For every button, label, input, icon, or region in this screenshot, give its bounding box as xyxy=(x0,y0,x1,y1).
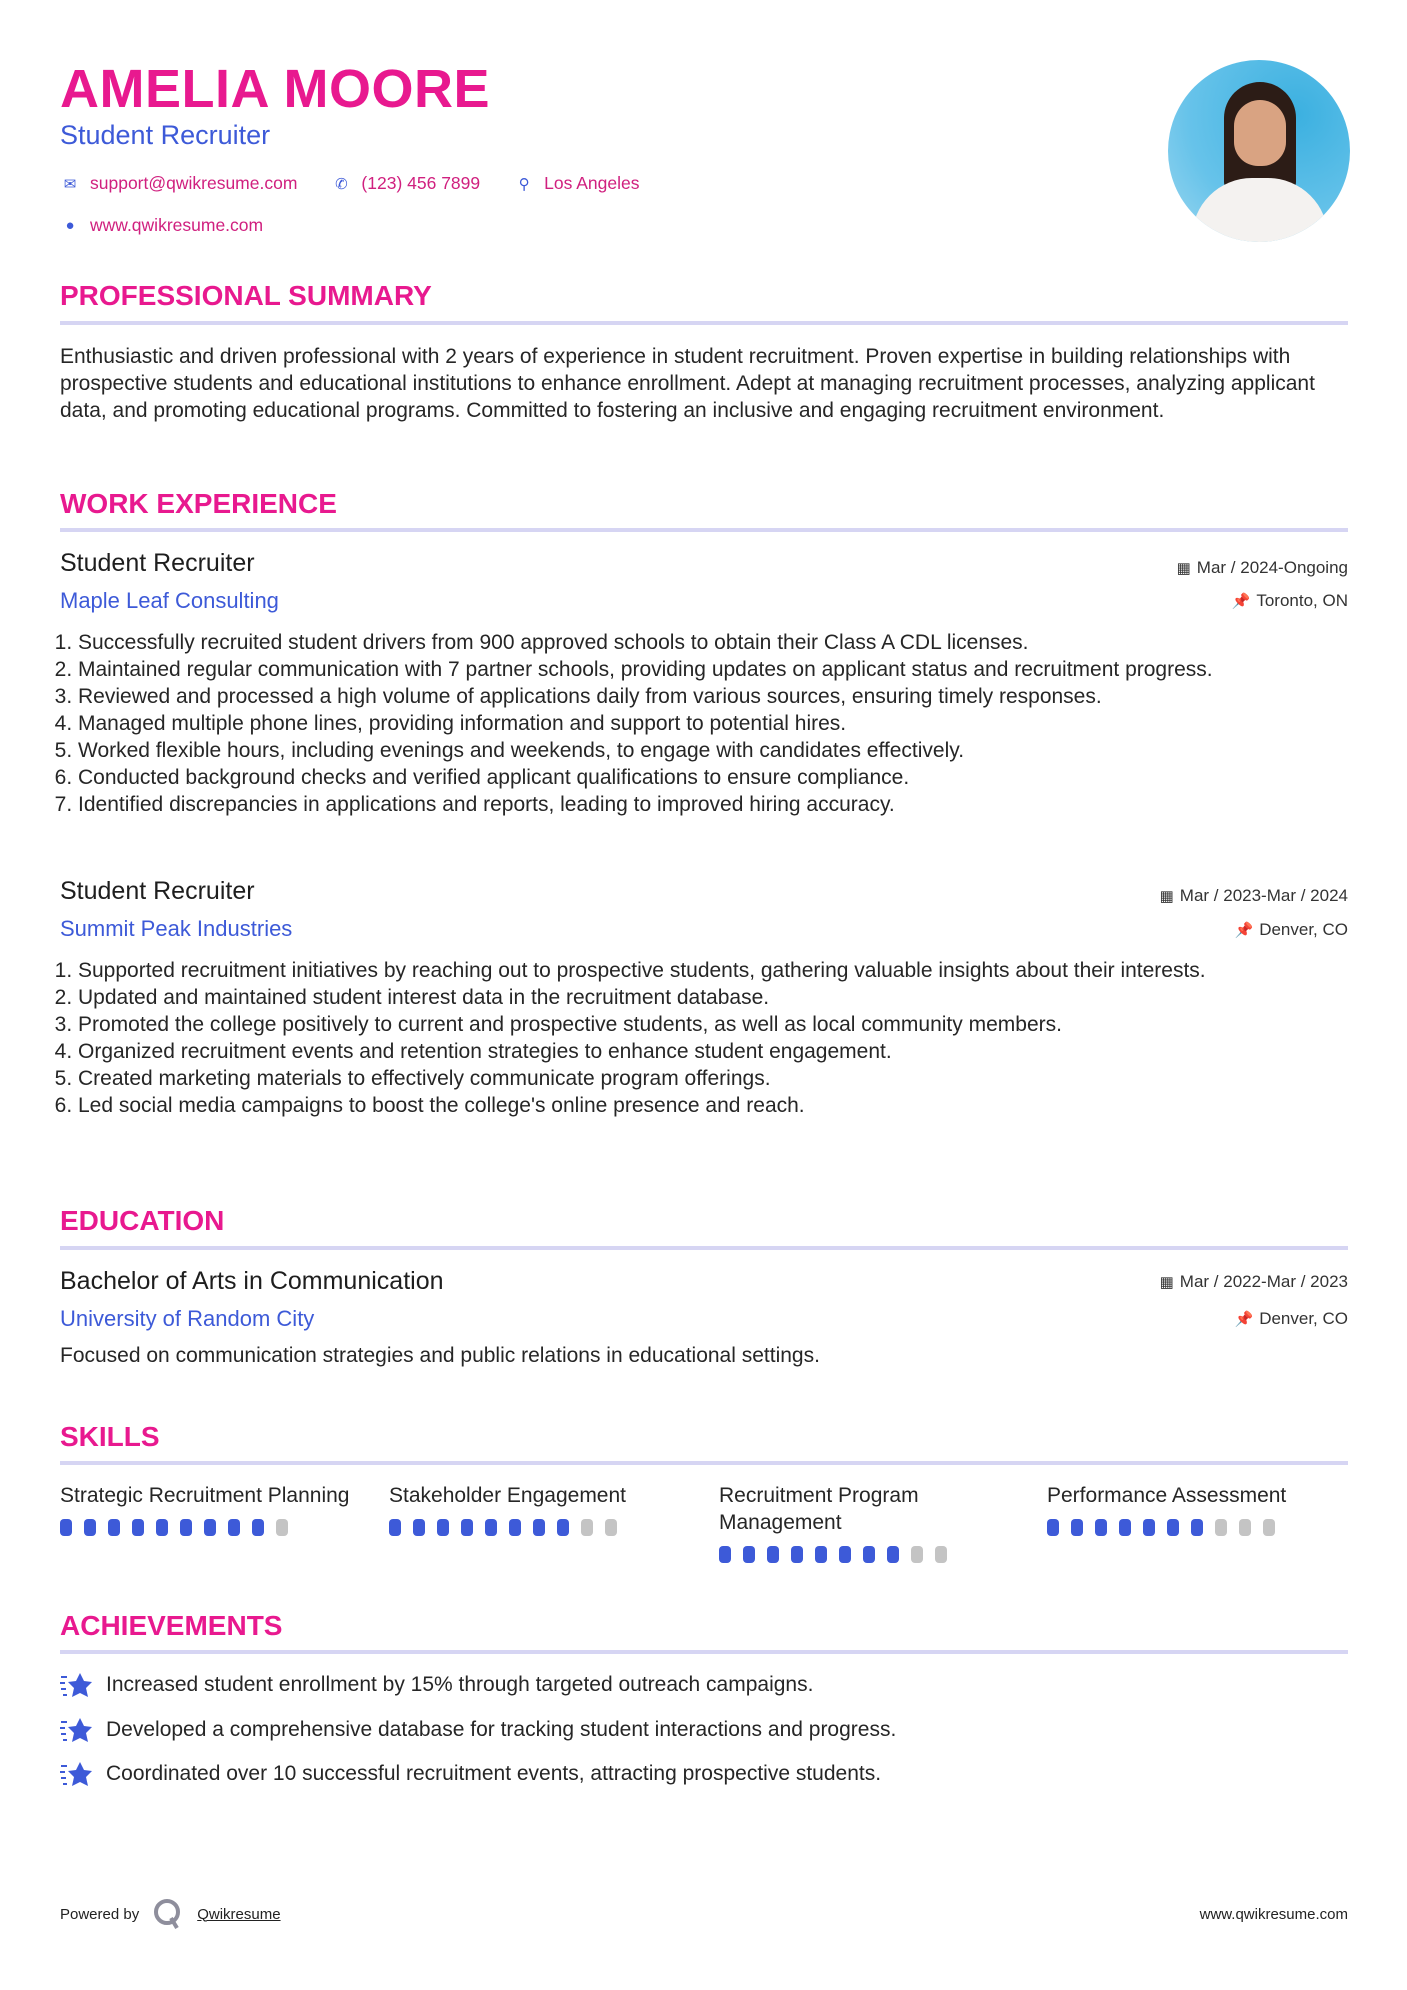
phone-text: (123) 456 7899 xyxy=(361,173,481,193)
globe-icon: ● xyxy=(65,217,75,234)
job-title: Student Recruiter xyxy=(60,877,255,905)
job-bullet: 1. Supported recruitment initiatives by reaching out to prospective students, gathering valuable insights about their interests. xyxy=(78,957,1348,984)
calendar-icon: ▦ xyxy=(1159,1274,1174,1291)
skill-name: Strategic Recruitment Planning xyxy=(60,1484,350,1507)
job-bullet: 6. Conducted background checks and verified applicant qualifications to ensure compliance. xyxy=(78,764,1348,791)
education-date-text: Mar / 2022-Mar / 2023 xyxy=(1179,1272,1348,1291)
skill-item xyxy=(719,1482,1019,1563)
skill-dot xyxy=(1191,1519,1203,1536)
skill-name: Performance Assessment xyxy=(1047,1484,1287,1507)
qwikresume-logo-icon xyxy=(153,1898,183,1930)
skill-dot xyxy=(791,1546,803,1563)
skill-dot xyxy=(605,1519,617,1536)
job-bullet: 3. Promoted the college positively to current and prospective students, as well as local community members. xyxy=(78,1011,1348,1038)
job-bullet: 1. Successfully recruited student drivers from 900 approved schools to obtain their Class A CDL licenses. xyxy=(78,629,1348,656)
education-description: Focused on communication strategies and public relations in educational settings. xyxy=(60,1344,820,1367)
job-date-text: Mar / 2023-Mar / 2024 xyxy=(1179,886,1348,905)
job-bullets xyxy=(60,629,1348,818)
job-title: Student Recruiter xyxy=(60,549,255,577)
skill-dot xyxy=(132,1519,144,1536)
job-location-text: Denver, CO xyxy=(1259,920,1348,939)
skill-dot xyxy=(581,1519,593,1536)
skill-dot xyxy=(935,1546,947,1563)
powered-by-label: Powered by xyxy=(60,1905,140,1923)
achievement-text: Coordinated over 10 successful recruitment events, attracting prospective students. xyxy=(106,1762,882,1785)
skill-dot xyxy=(887,1546,899,1563)
job-date-text: Mar / 2024-Ongoing xyxy=(1196,558,1348,577)
skill-dot xyxy=(743,1546,755,1563)
divider xyxy=(60,1246,1348,1250)
skill-dot xyxy=(911,1546,923,1563)
achievements-heading: ACHIEVEMENTS xyxy=(60,1610,283,1641)
job-bullet: 3. Reviewed and processed a high volume of applications daily from various sources, ensuring timely responses. xyxy=(78,683,1348,710)
skill-item xyxy=(389,1482,689,1536)
skill-dot xyxy=(557,1519,569,1536)
achievement-item xyxy=(60,1716,896,1744)
divider xyxy=(60,528,1348,532)
skill-dot xyxy=(767,1546,779,1563)
skill-dot xyxy=(156,1519,168,1536)
skill-dot xyxy=(84,1519,96,1536)
skill-dot xyxy=(252,1519,264,1536)
job-date xyxy=(1177,558,1348,578)
experience-heading: WORK EXPERIENCE xyxy=(60,488,337,519)
map-pin-icon: ⚲ xyxy=(518,175,530,193)
job-bullet: 2. Maintained regular communication with 7 partner schools, providing updates on applicant status and recruitment progress. xyxy=(78,656,1348,683)
achievement-text: Developed a comprehensive database for tracking student interactions and progress. xyxy=(106,1717,897,1741)
skill-rating xyxy=(60,1519,360,1536)
star-icon xyxy=(60,1671,94,1699)
envelope-icon: ✉ xyxy=(63,175,77,193)
job-bullet: 6. Led social media campaigns to boost the college's online presence and reach. xyxy=(78,1092,1348,1119)
skill-dot xyxy=(1215,1519,1227,1536)
divider xyxy=(60,321,1348,325)
job-bullet: 4. Managed multiple phone lines, providing information and support to potential hires. xyxy=(78,710,1348,737)
skill-dot xyxy=(485,1519,497,1536)
skill-dot xyxy=(1143,1519,1155,1536)
job-location-text: Toronto, ON xyxy=(1256,591,1348,610)
job-bullet: 5. Worked flexible hours, including evenings and weekends, to engage with candidates effectively. xyxy=(78,737,1348,764)
job-bullets xyxy=(60,957,1348,1119)
skill-dot xyxy=(815,1546,827,1563)
job-bullet: 2. Updated and maintained student interest data in the recruitment database. xyxy=(78,984,1348,1011)
achievement-text: Increased student enrollment by 15% through targeted outreach campaigns. xyxy=(106,1673,814,1696)
divider xyxy=(60,1461,1348,1465)
star-icon xyxy=(60,1716,94,1744)
job-location xyxy=(1235,920,1349,940)
calendar-icon: ▦ xyxy=(1176,560,1191,577)
skill-name: Recruitment Program Management xyxy=(719,1484,919,1534)
job-company: Maple Leaf Consulting xyxy=(60,588,279,613)
footer-website[interactable]: www.qwikresume.com xyxy=(1199,1906,1348,1923)
skill-dot xyxy=(1263,1519,1275,1536)
skill-dot xyxy=(1095,1519,1107,1536)
skills-heading: SKILLS xyxy=(60,1421,160,1452)
skill-dot xyxy=(1119,1519,1131,1536)
star-icon xyxy=(60,1760,94,1788)
skill-dot xyxy=(60,1519,72,1536)
education-date xyxy=(1160,1272,1348,1292)
phone-icon: ✆ xyxy=(335,175,348,193)
degree: Bachelor of Arts in Communication xyxy=(60,1267,444,1295)
skill-dot xyxy=(1047,1519,1059,1536)
education-location-text: Denver, CO xyxy=(1259,1309,1348,1328)
summary-text: Enthusiastic and driven professional with 2 years of experience in student recruitment. Proven expertise in building relationships with prospective students and educational institutions to enhance enrollment. Adept at managing recruitment processes, analyzing applicant data, and promoting educational programs. Committed to fostering an inclusive and engaging recruitment environment. xyxy=(60,345,1315,422)
skill-rating xyxy=(1047,1519,1347,1536)
education-location xyxy=(1235,1309,1349,1329)
pushpin-icon: 📌 xyxy=(1231,593,1251,610)
skill-name: Stakeholder Engagement xyxy=(389,1484,626,1507)
skill-item xyxy=(1047,1482,1347,1536)
calendar-icon: ▦ xyxy=(1159,888,1174,905)
skill-dot xyxy=(839,1546,851,1563)
achievement-item xyxy=(60,1671,813,1699)
skill-dot xyxy=(1071,1519,1083,1536)
skill-dot xyxy=(1167,1519,1179,1536)
candidate-name: AMELIA MOORE xyxy=(60,59,490,119)
job-bullet: 4. Organized recruitment events and retention strategies to enhance student engagement. xyxy=(78,1038,1348,1065)
job-bullet: 7. Identified discrepancies in applications and reports, leading to improved hiring accuracy. xyxy=(78,791,1348,818)
skill-item xyxy=(60,1482,360,1536)
email-link[interactable]: support@qwikresume.com xyxy=(90,173,298,193)
job-bullet: 5. Created marketing materials to effectively communicate program offerings. xyxy=(78,1065,1348,1092)
job-location xyxy=(1232,591,1348,611)
skill-dot xyxy=(863,1546,875,1563)
skill-dot xyxy=(533,1519,545,1536)
website-row xyxy=(60,215,263,236)
footer-brand xyxy=(60,1898,281,1930)
divider xyxy=(60,1650,1348,1654)
skill-dot xyxy=(509,1519,521,1536)
website-link[interactable]: www.qwikresume.com xyxy=(90,215,264,235)
skill-dot xyxy=(108,1519,120,1536)
skill-rating xyxy=(389,1519,689,1536)
skill-dot xyxy=(180,1519,192,1536)
skill-dot xyxy=(1239,1519,1251,1536)
location-text: Los Angeles xyxy=(544,173,640,193)
school: University of Random City xyxy=(60,1306,315,1331)
candidate-title: Student Recruiter xyxy=(60,120,271,150)
skill-dot xyxy=(228,1519,240,1536)
profile-photo xyxy=(1168,60,1350,242)
skill-dot xyxy=(389,1519,401,1536)
achievement-item xyxy=(60,1760,881,1788)
pushpin-icon: 📌 xyxy=(1234,1311,1254,1328)
contact-row xyxy=(60,173,640,194)
skill-dot xyxy=(413,1519,425,1536)
pushpin-icon: 📌 xyxy=(1234,922,1254,939)
summary-heading: PROFESSIONAL SUMMARY xyxy=(60,280,432,311)
skill-dot xyxy=(204,1519,216,1536)
job-date xyxy=(1160,886,1348,906)
skill-dot xyxy=(276,1519,288,1536)
skill-dot xyxy=(461,1519,473,1536)
skill-dot xyxy=(437,1519,449,1536)
education-heading: EDUCATION xyxy=(60,1205,225,1236)
job-company: Summit Peak Industries xyxy=(60,916,293,941)
skill-dot xyxy=(719,1546,731,1563)
skill-rating xyxy=(719,1546,1019,1563)
qwikresume-link[interactable]: Qwikresume xyxy=(197,1905,281,1923)
